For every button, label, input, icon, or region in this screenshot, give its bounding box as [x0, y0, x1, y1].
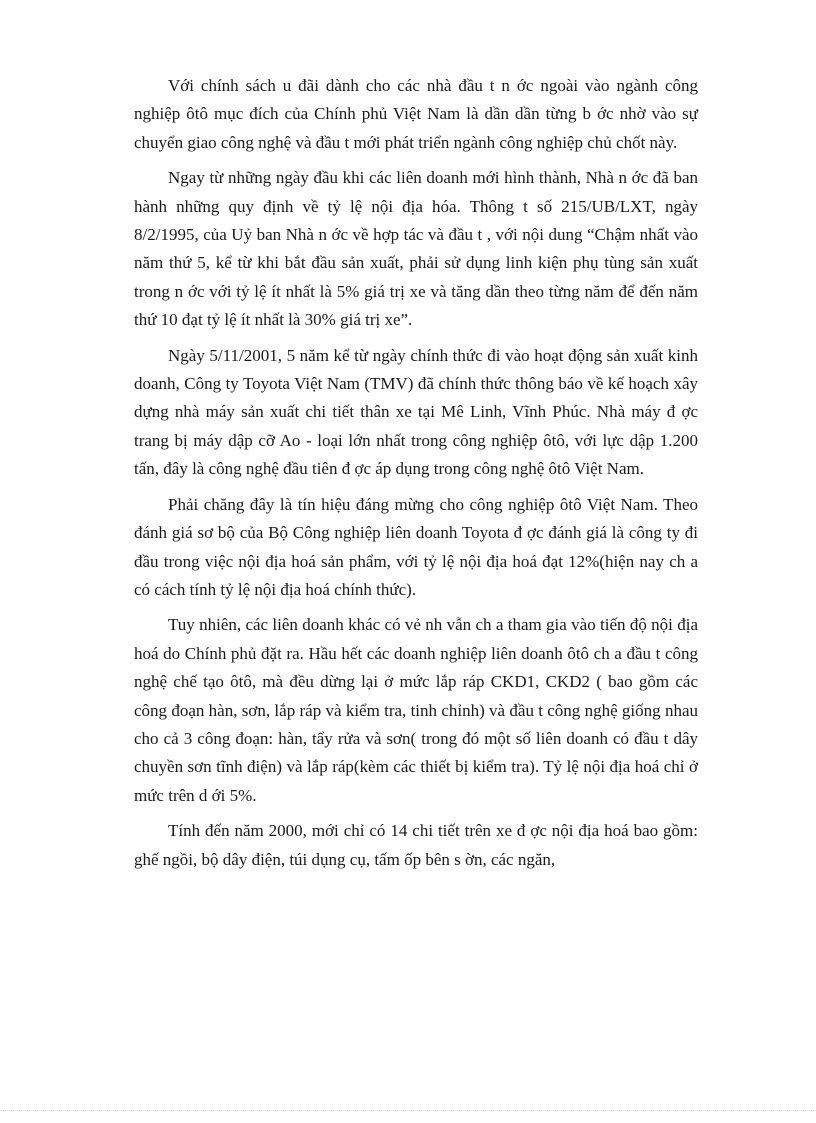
paragraph-5: Tuy nhiên, các liên doanh khác có vẻ nh vẫn ch a tham gia vào tiến độ nội địa hoá do Chính phủ đặt ra. Hầu hết các doanh nghiệp liên doanh ôtô ch a đầu t công nghệ chế tạo ôtô, mà đều dừng lại ở mức lắp ráp CKD1, CKD2 ( bao gồm các công đoạn hàn, sơn, lắp ráp và kiểm tra, tinh chỉnh) và đầu t công nghệ giống nhau cho cả 3 công đoạn: hàn, tẩy rửa và sơn( trong đó một số liên doanh có đầu t dây chuyền sơn tĩnh điện) và lắp ráp(kèm các thiết bị kiểm tra). Tỷ lệ nội địa hoá chỉ ở mức trên d ới 5%.: [134, 615, 698, 805]
paragraph-6: Tính đến năm 2000, mới chỉ có 14 chi tiết trên xe đ ợc nội địa hoá bao gồm: ghế ngồi, bộ dây điện, túi dụng cụ, tấm ốp bên s ờn, các ngăn,: [134, 821, 698, 869]
paragraph-1: Với chính sách u đãi dành cho các nhà đầu t n ớc ngoài vào ngành công nghiệp ôtô mục đích của Chính phủ Việt Nam là dần dần từng b ớc nhờ vào sự chuyển giao công nghệ và đầu t mới phát triển ngành công nghiệp chủ chốt này.: [134, 76, 698, 152]
paragraph-2: Ngay từ những ngày đầu khi các liên doanh mới hình thành, Nhà n ớc đã ban hành những quy định về tỷ lệ nội địa hóa. Thông t số 215/UB/LXT, ngày 8/2/1995, của Uỷ ban Nhà n ớc về hợp tác và đầu t , với nội dung “Chậm nhất vào năm thứ 5, kể từ khi bắt đầu sản xuất, phải sử dụng linh kiện phụ tùng sản xuất trong n ớc với tỷ lệ ít nhất là 5% giá trị xe và tăng dần theo từng năm để đến năm thứ 10 đạt tỷ lệ ít nhất là 30% giá trị xe”.: [134, 168, 698, 330]
paragraph-4: Phải chăng đây là tín hiệu đáng mừng cho công nghiệp ôtô Việt Nam. Theo đánh giá sơ bộ của Bộ Công nghiệp liên doanh Toyota đ ợc đánh giá là công ty đi đầu trong việc nội địa hoá sản phẩm, với tỷ lệ nội địa hoá đạt 12%(hiện nay ch a có cách tính tỷ lệ nội địa hoá chính thức).: [134, 494, 698, 599]
document-page: [134, 72, 698, 881]
page-bottom-divider: [0, 1110, 816, 1111]
paragraph-3: Ngày 5/11/2001, 5 năm kể từ ngày chính thức đi vào hoạt động sản xuất kinh doanh, Công ty Toyota Việt Nam (TMV) đã chính thức thông báo về kế hoạch xây dựng nhà máy sản xuất chi tiết thân xe tại Mê Linh, Vĩnh Phúc. Nhà máy đ ợc trang bị máy dập cỡ Ao - loại lớn nhất trong công nghiệp ôtô, với lực dập 1.200 tấn, đây là công nghệ đầu tiên đ ợc áp dụng trong công nghệ ôtô Việt Nam.: [134, 345, 698, 479]
